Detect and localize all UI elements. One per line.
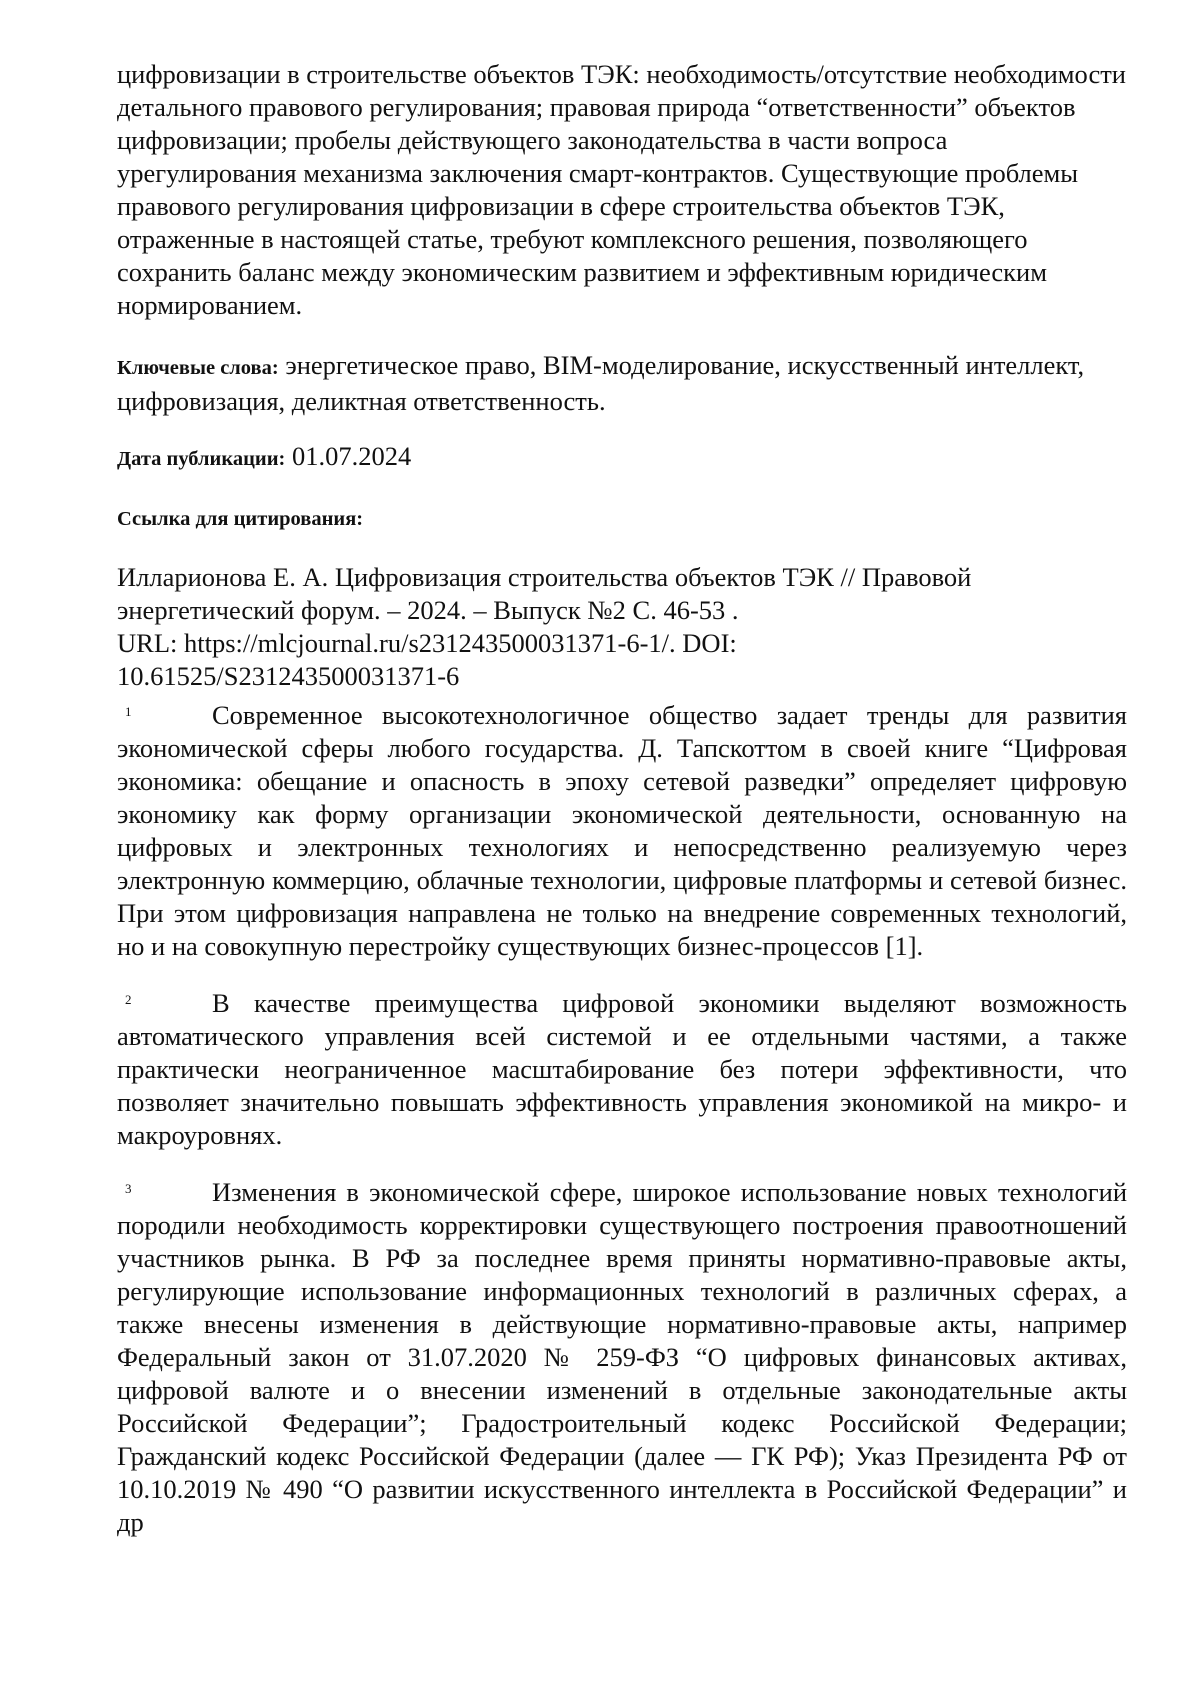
publication-date-line bbox=[117, 440, 1127, 476]
paragraph-text: В качестве преимущества цифровой экономики выделяют возможность автоматического управления всей системой и ее отдельными частями, а также практически неограниченное масштабирование без потери эффективности, что позволяет значительно повышать эффективность управления экономикой на микро- и макроуровнях. bbox=[117, 988, 1127, 1150]
paragraph-1 bbox=[117, 699, 1127, 963]
abstract-text: цифровизации в строительстве объектов ТЭК: необходимость/отсутствие необходимости детального правового регулирования; правовая природа “ответственности” объектов цифровизации; пробелы действующего законодательства в части вопроса урегулирования механизма заключения смарт-контрактов. Существующие проблемы правового регулирования цифровизации в сфере строительства объектов ТЭК, отраженные в настоящей статье, требуют комплексного решения, позволяющего сохранить баланс между экономическим развитием и эффективным юридическим нормированием. bbox=[117, 58, 1127, 322]
paragraph-number: 3 bbox=[125, 1172, 132, 1205]
paragraph-number: 1 bbox=[125, 695, 132, 728]
citation-label-line bbox=[117, 500, 1127, 536]
citation-line-1: Илларионова Е. А. Цифровизация строительства объектов ТЭК // Правовой bbox=[117, 561, 1127, 594]
paragraph-number: 2 bbox=[125, 983, 132, 1016]
citation-line-4: 10.61525/S231243500031371-6 bbox=[117, 660, 1127, 693]
citation-label: Ссылка для цитирования: bbox=[117, 508, 363, 530]
keywords-value: энергетическое право, BIM-моделирование, искусственный интеллект, цифровизация, деликтная ответственность. bbox=[117, 350, 1084, 416]
document-page bbox=[117, 58, 1127, 1563]
citation-block bbox=[117, 561, 1127, 693]
paragraph-3 bbox=[117, 1176, 1127, 1539]
paragraph-2 bbox=[117, 987, 1127, 1152]
keywords-line bbox=[117, 349, 1127, 418]
publication-date-value: 01.07.2024 bbox=[292, 441, 411, 471]
publication-date-label: Дата публикации: bbox=[117, 448, 285, 470]
citation-line-2: энергетический форум. – 2024. – Выпуск №2 С. 46-53 . bbox=[117, 594, 1127, 627]
paragraph-text: Изменения в экономической сфере, широкое использование новых технологий породили необходимость корректировки существующего построения правоотношений участников рынка. В РФ за последнее время приняты нормативно-правовые акты, регулирующие использование информационных технологий в различных сферах, а также внесены изменения в действующие нормативно-правовые акты, например Федеральный закон от 31.07.2020 № 259-ФЗ “О цифровых финансовых активах, цифровой валюте и о внесении изменений в отдельные законодательные акты Российской Федерации”; Градостроительный кодекс Российской Федерации; Гражданский кодекс Российской Федерации (далее — ГК РФ); Указ Президента РФ от 10.10.2019 № 490 “О развитии искусственного интеллекта в Российской Федерации” и др bbox=[117, 1177, 1127, 1537]
keywords-label: Ключевые слова: bbox=[117, 357, 279, 379]
paragraph-text: Современное высокотехнологичное общество задает тренды для развития экономической сферы любого государства. Д. Тапскоттом в своей книге “Цифровая экономика: обещание и опасность в эпоху сетевой разведки” определяет цифровую экономику как форму организации экономической деятельности, основанную на цифровых и электронных технологиях и непосредственно реализуемую через электронную коммерцию, облачные технологии, цифровые платформы и сетевой бизнес. При этом цифровизация направлена не только на внедрение современных технологий, но и на совокупную перестройку существующих бизнес-процессов [1]. bbox=[117, 700, 1127, 961]
citation-line-3: URL: https://mlcjournal.ru/s231243500031371-6-1/. DOI: bbox=[117, 627, 1127, 660]
